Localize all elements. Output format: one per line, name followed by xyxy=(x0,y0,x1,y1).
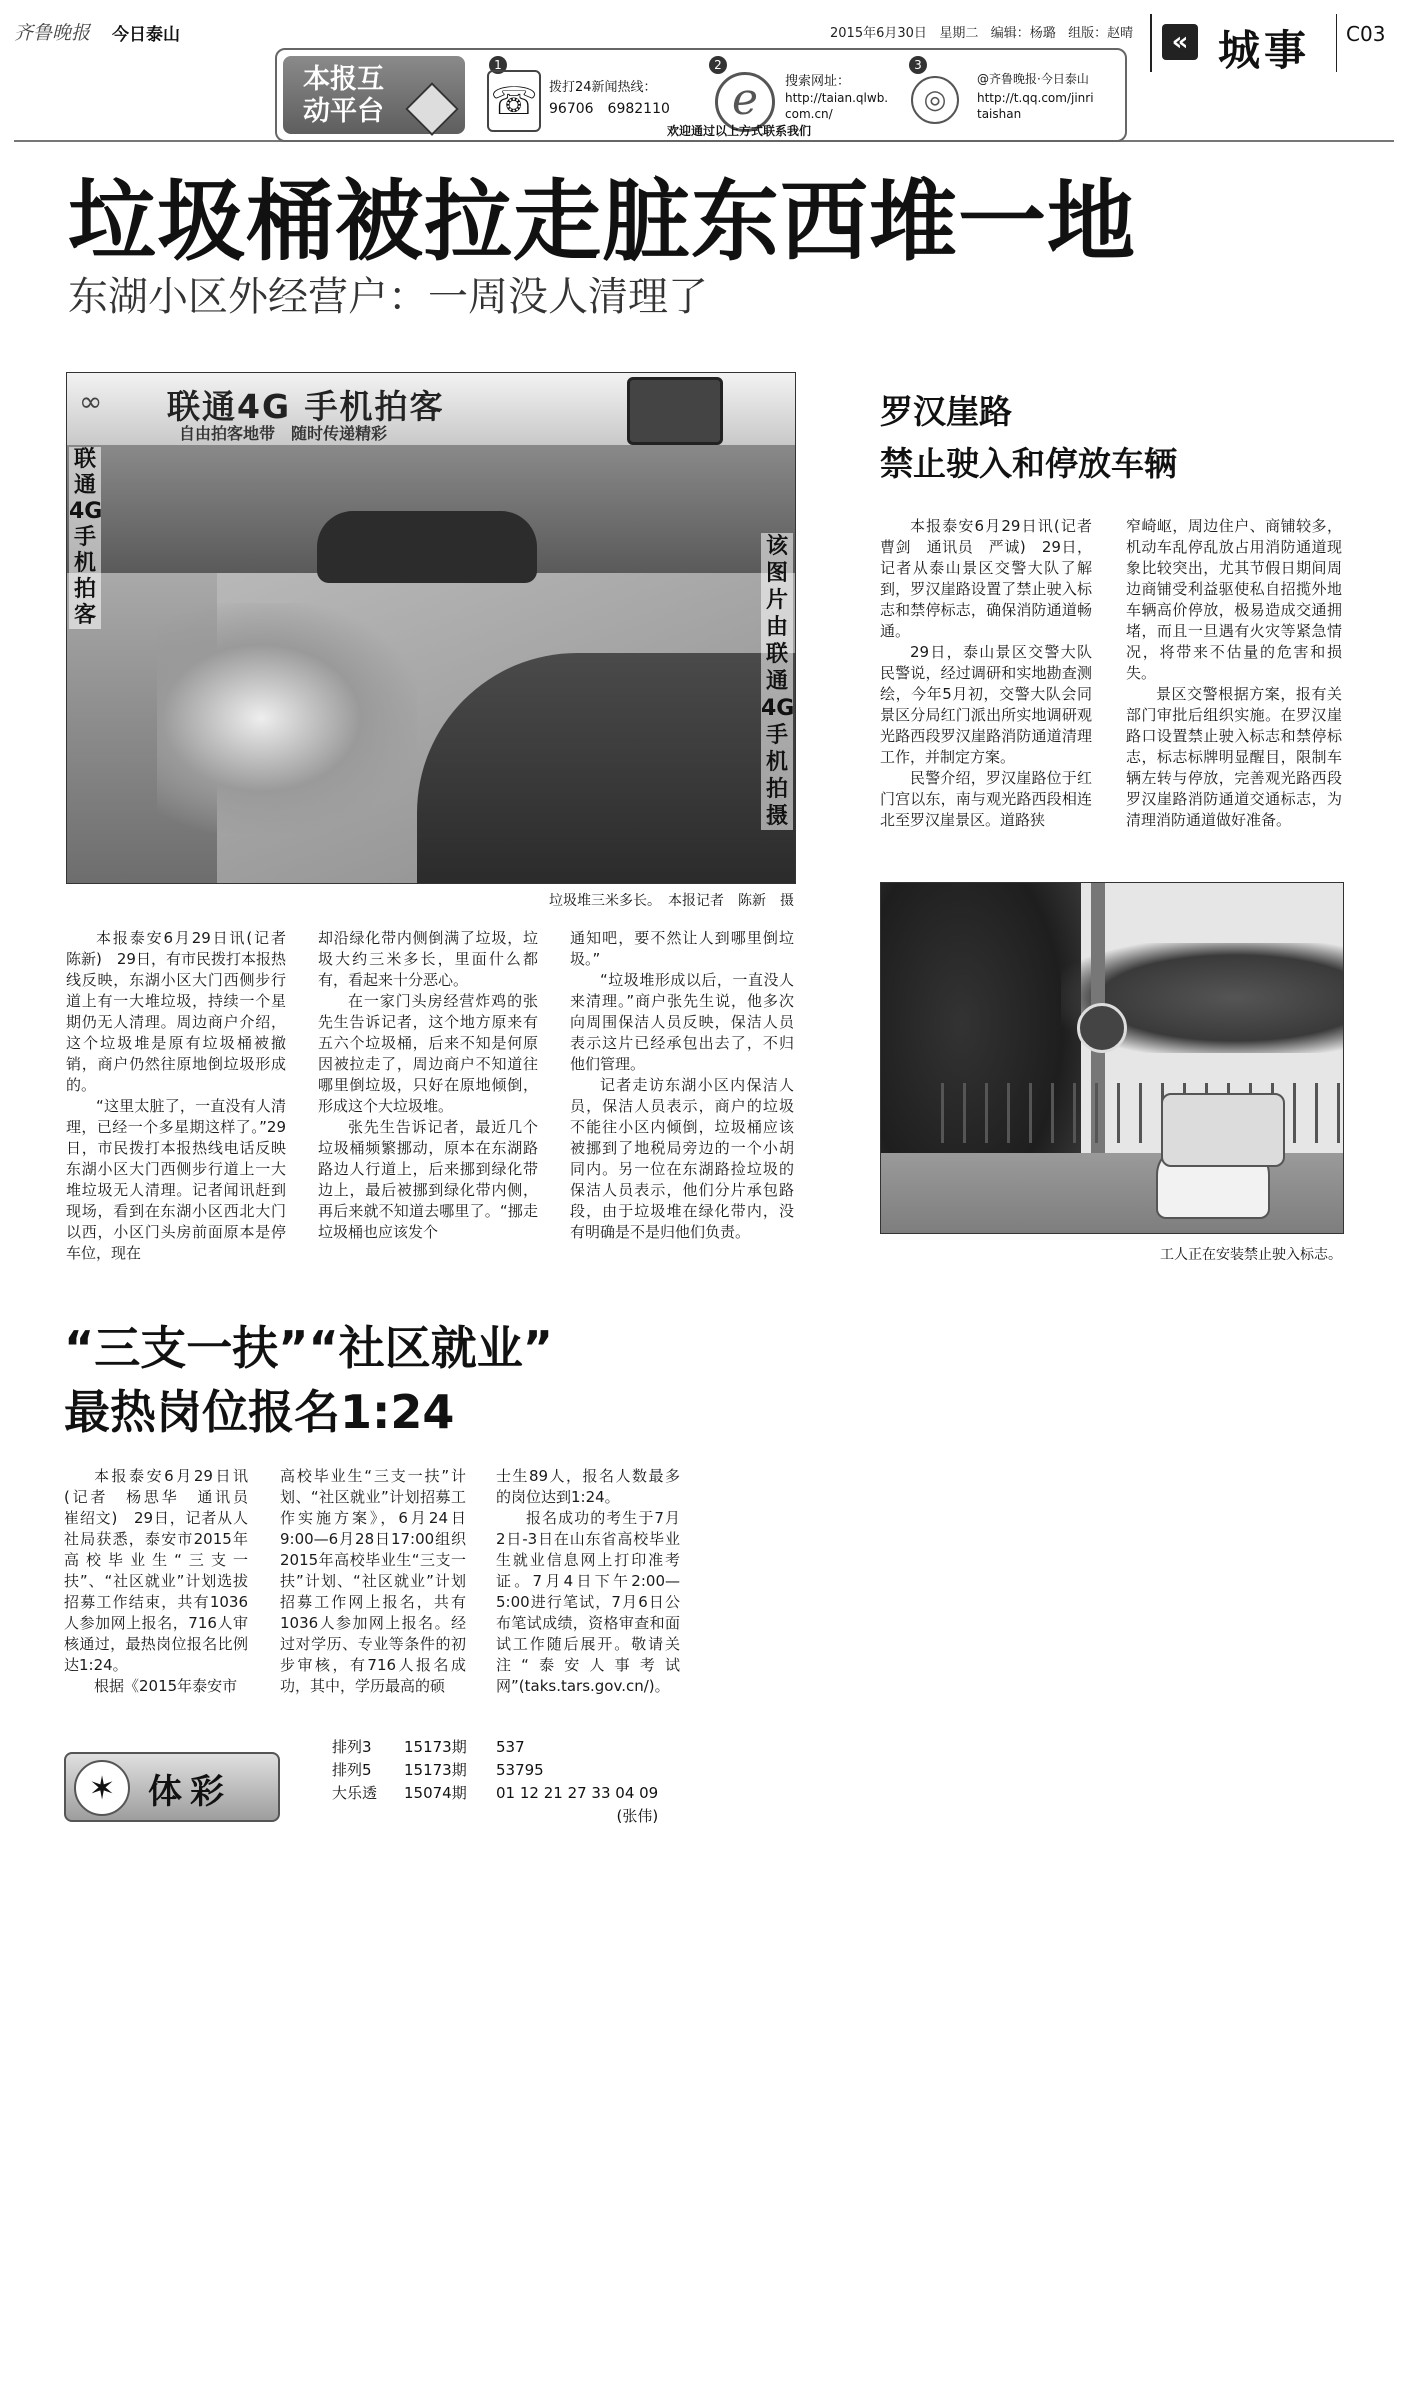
weibo-icon: ◎ xyxy=(911,76,959,124)
issue-info xyxy=(830,22,1133,41)
side-headline-line2: 禁止驶入和停放车辆 xyxy=(880,444,1177,483)
phone-icon: ☏ xyxy=(487,70,541,132)
ad-vertical-right: 该图片由联通4G手机拍摄 xyxy=(761,534,795,829)
side-paragraph: 景区交警根据方案，报有关部门审批后组织实施。在罗汉崖路口设置禁止驶入标志和禁停标志，标志标牌明显醒目，限制车辆左转与停放，完善观光路西段罗汉崖路消防通道交通标志，为清理消防通道做好准备。 xyxy=(1126,685,1342,829)
phone-graphic xyxy=(627,377,723,445)
side-column-1 xyxy=(880,516,1108,831)
side-paragraph: 窄崎岖，周边住户、商铺较多，机动车乱停乱放占用消防通道现象比较突出，尤其节假日期间周边商铺受利益驱使私自招揽外地车辆高价停放，极易造成交通拥堵，而且一旦遇有火灾等紧急情况，将带来不估量的危害和损失。 xyxy=(1126,517,1342,682)
lead-paragraph: 通知吧，要不然让人到哪里倒垃圾。” xyxy=(570,929,794,968)
issue-weekday: 星期二 xyxy=(939,26,979,41)
interact-title-block xyxy=(283,56,465,134)
lottery-row xyxy=(332,1736,658,1759)
sign-install-photo xyxy=(880,882,1344,1234)
lead-paragraph: 记者走访东湖小区内保洁人员，保洁人员表示，商户的垃圾不能往小区内倾倒，垃圾桶应该被挪到了地税局旁边的一个小胡同内。另一位在东湖路捡垃圾的保洁人员表示，他们分片承包路段，由于垃圾堆在绿化带内，没有明确是不是归他们负责。 xyxy=(570,1076,794,1241)
lead-paragraph: “垃圾堆形成以后，一直没人来清理。”商户张先生说，他多次向周围保洁人员反映，保洁人员表示这片已经承包出去了，不归他们管理。 xyxy=(570,971,794,1073)
masthead-divider-left xyxy=(1150,14,1152,72)
hotline-label: 拨打24新闻热线： xyxy=(549,80,657,95)
jobs-paragraph: 高校毕业生“三支一扶”计划、“社区就业”计划招募工作实施方案》，6月24日9:00—6月28日17:00组织2015年高校毕业生“三支一扶”计划、“社区就业”计划招募工作网上报名，共有1036人参加网上报名。经过对学历、专业等条件的初步审核，有716人报名成功，其中，学历最高的硕 xyxy=(280,1467,466,1695)
parked-van xyxy=(1161,1093,1285,1167)
lead-headline: 垃圾桶被拉走脏东西堆一地 xyxy=(68,170,1137,273)
jobs-headline-line1: “三支一扶”“社区就业” xyxy=(64,1321,553,1375)
paper-name: 齐鲁晚报 xyxy=(14,22,91,44)
jobs-column-3 xyxy=(496,1466,680,1697)
jobs-paragraph: 报名成功的考生于7月2日-3日在山东省高校毕业生就业信息网上打印准考证。7月4日下午2:00—5:00进行笔试，7月6日公布笔试成绩，资格审查和面试工作随后展开。敬请关注“泰安人事考试网”(taks.tars.gov.cn/)。 xyxy=(496,1509,680,1695)
jobs-headline-line2: 最热岗位报名1:24 xyxy=(64,1385,455,1439)
lead-photo-caption: 垃圾堆三米多长。 本报记者 陈新 摄 xyxy=(549,893,794,909)
lead-paragraph: 却沿绿化带内侧倒满了垃圾，垃圾大约三米多长，里面什么都有，看起来十分恶心。 xyxy=(318,929,538,989)
section-name: 城事 xyxy=(1218,26,1311,75)
cube-icon xyxy=(405,82,459,136)
side-paragraph: 29日，泰山景区交警大队民警说，经过调研和实地勘查测绘，今年5月初，交警大队会同景区分局红门派出所实地调研观光路西段罗汉崖路消防通道清理工作，并制定方案。 xyxy=(880,643,1092,766)
unicom-logo-icon: ∞ xyxy=(79,385,103,418)
lead-column-1 xyxy=(66,928,302,1264)
lead-paragraph: “这里太脏了，一直没有人清理，已经一个多星期这样了。”29日，市民拨打本报热线电话反映东湖小区大门西侧步行道上一大堆垃圾无人清理。记者闻讯赶到现场，看到在东湖小区西北大门以西，小区门头房前面原本是停车位，现在 xyxy=(66,1097,286,1262)
side-column-2 xyxy=(1126,516,1342,831)
lottery-numbers: 537 xyxy=(496,1738,525,1756)
lottery-name: 排列3 xyxy=(332,1738,372,1756)
sports-lottery-icon: ✶ xyxy=(74,1760,130,1816)
interact-num-1: 1 xyxy=(489,56,507,74)
lottery-results xyxy=(332,1736,658,1828)
jobs-column-1 xyxy=(64,1466,264,1697)
garbage-photo xyxy=(66,372,796,884)
lottery-logo-text: 体彩 xyxy=(148,1772,232,1812)
lottery-name: 排列5 xyxy=(332,1761,372,1779)
jobs-paragraph: 本报泰安6月29日讯(记者 杨思华 通讯员 崔绍文) 29日，记者从人社局获悉，泰安市2015年高校毕业生“三支一扶”、“社区就业”计划选拔招募工作结束，共有1036人参加网上报名，716人审核通过，最热岗位报名比例达1:24。 xyxy=(64,1467,264,1674)
lottery-numbers: 01 12 21 27 33 04 09 xyxy=(496,1784,659,1802)
interact-title: 本报互动平台 xyxy=(303,64,384,127)
side-paragraph: 民警介绍，罗汉崖路位于红门宫以东，南与观光路西段相连北至罗汉崖景区。道路狭 xyxy=(880,769,1092,829)
browser-e-icon: e xyxy=(715,72,775,132)
no-entry-sign-icon xyxy=(1077,1003,1127,1053)
lottery-issue: 15173期 xyxy=(404,1738,467,1756)
lottery-row xyxy=(332,1782,658,1805)
jobs-column-2 xyxy=(280,1466,466,1697)
interact-num-3: 3 xyxy=(909,56,927,74)
lead-column-2 xyxy=(318,928,538,1243)
site-label: 搜索网址： xyxy=(785,74,851,89)
garbage-pile xyxy=(157,603,417,833)
weibo-label: @齐鲁晚报·今日泰山 xyxy=(977,72,1089,86)
lead-column-3 xyxy=(570,928,794,1243)
interact-platform xyxy=(275,48,1127,142)
side-photo-caption: 工人正在安装禁止驶入标志。 xyxy=(1160,1247,1342,1263)
lead-subhead: 东湖小区外经营户：一周没人清理了 xyxy=(68,274,708,320)
lead-paragraph: 在一家门头房经营炸鸡的张先生告诉记者，这个地方原来有五六个垃圾桶，后来不知是何原因被拉走了，周边商户不知道往哪里倒垃圾，只好在原地倾倒，形成这个大垃圾堆。 xyxy=(318,992,538,1115)
lottery-author: (张伟) xyxy=(616,1807,659,1825)
lottery-issue: 15173期 xyxy=(404,1761,467,1779)
side-paragraph: 本报泰安6月29日讯(记者 曹剑 通讯员 严诚) 29日，记者从泰山景区交警大队了解到，罗汉崖路设置了禁止驶入标志和禁停标志，确保消防通道畅通。 xyxy=(880,517,1108,640)
interact-num-2: 2 xyxy=(709,56,727,74)
issue-layout: 组版：赵晴 xyxy=(1068,26,1134,41)
ad-slogan: 自由拍客地带 随时传递精彩 xyxy=(179,424,388,443)
lottery-row xyxy=(332,1759,658,1782)
lottery-numbers: 53795 xyxy=(496,1761,544,1779)
hotline-numbers: 96706 6982110 xyxy=(549,101,670,117)
lottery-name: 大乐透 xyxy=(332,1784,378,1802)
site-value[interactable]: http://taian.qlwb.com.cn/ xyxy=(785,91,889,121)
jobs-paragraph: 根据《2015年泰安市 xyxy=(94,1677,238,1695)
lottery-issue: 15074期 xyxy=(404,1784,467,1802)
interact-footer: 欢迎通过以上方式联系我们 xyxy=(667,124,812,138)
ad-vertical-left: 联通4G手机拍客 xyxy=(69,447,103,628)
ad-banner xyxy=(67,373,795,445)
edition-name: 今日泰山 xyxy=(112,25,180,45)
page-number: C03 xyxy=(1346,22,1386,46)
section-arrow-icon: « xyxy=(1162,24,1198,60)
issue-editor: 编辑：杨璐 xyxy=(990,26,1056,41)
parked-car xyxy=(317,511,537,583)
jobs-paragraph: 士生89人，报名人数最多的岗位达到1:24。 xyxy=(496,1467,680,1506)
lead-paragraph: 本报泰安6月29日讯(记者 陈新) 29日，有市民拨打本报热线反映，东湖小区大门西侧步行道上有一大堆垃圾，持续一个星期仍无人清理。周边商户介绍，这个垃圾堆是原有垃圾桶被撤销，商户仍然往原地倒垃圾形成的。 xyxy=(66,929,302,1094)
side-headline-line1: 罗汉崖路 xyxy=(880,392,1012,431)
ad-title: 联通4G 手机拍客 xyxy=(167,387,445,426)
masthead-divider-right xyxy=(1336,14,1337,72)
weibo-value[interactable]: http://t.qq.com/jinritaishan xyxy=(977,91,1094,121)
issue-date: 2015年6月30日 xyxy=(830,26,927,41)
lottery-logo xyxy=(64,1752,280,1822)
lead-paragraph: 张先生告诉记者，最近几个垃圾桶频繁挪动，原本在东湖路路边人行道上，后来挪到绿化带边上，最后被挪到绿化带内侧，再后来就不知道去哪里了。“挪走垃圾桶也应该发个 xyxy=(318,1118,538,1241)
